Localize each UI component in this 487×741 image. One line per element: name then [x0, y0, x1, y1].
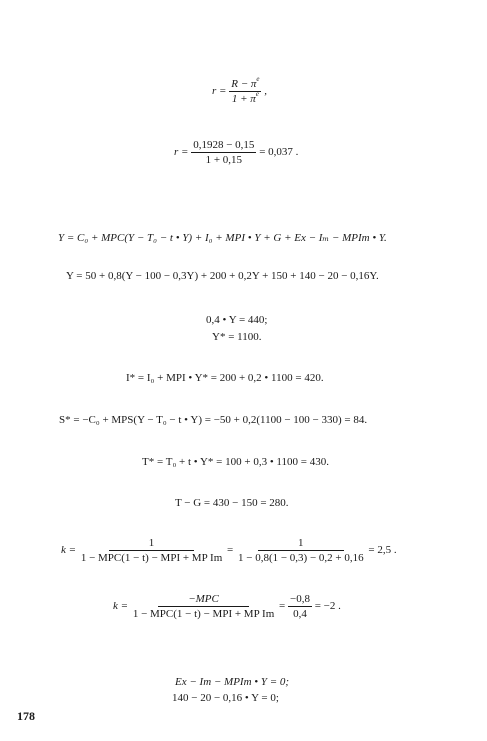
equation-savings: S* = −C₀ + MPS(Y − T₀ − t • Y) = −50 + 0,2(1100 − 100 − 330) = 84.: [59, 414, 368, 426]
eq1-fraction: [229, 75, 261, 105]
eq11-lhs: k =: [113, 600, 129, 613]
equation-real-rate-value: [174, 139, 298, 166]
eq10-denominator-1: 1 − MPC(1 − t) − MPI + MP Im: [80, 552, 223, 564]
equation-trade-balance-1: Ex − Im − MPIm • Y = 0;: [175, 676, 290, 688]
eq10-denominator-2: 1 − 0,8(1 − 0,3) − 0,2 + 0,16: [237, 552, 364, 564]
equation-real-rate-formula: [212, 75, 267, 105]
eq11-rhs: = −2 .: [314, 600, 341, 613]
eq2-denominator: 1 + 0,15: [205, 154, 243, 166]
eq10-lhs: k =: [61, 544, 77, 557]
eq1-tail: ,: [264, 85, 267, 98]
equation-tax-multiplier: [113, 593, 341, 620]
eq11-numerator-2: −0,8: [289, 593, 310, 605]
eq1-lhs: r =: [212, 85, 227, 98]
eq1-numerator: R − π: [231, 78, 257, 90]
eq11-denominator-2: 0,4: [293, 608, 307, 620]
eq2-rhs: = 0,037 .: [259, 146, 299, 159]
eq10-rhs: = 2,5 .: [368, 544, 397, 557]
eq10-numerator-2: 1: [258, 537, 344, 551]
equation-budget-balance: T − G = 430 − 150 = 280.: [175, 497, 289, 509]
equation-income-numeric: Y = 50 + 0,8(Y − 100 − 0,3Y) + 200 + 0,2Y + 150 + 140 − 20 − 0,16Y.: [66, 270, 379, 282]
eq1-num-sup: e: [256, 75, 260, 83]
equation-income-identity: Y = C₀ + MPC(Y − T₀ − t • Y) + I₀ + MPI • Y + G + Ex − Iₘ − MPIm • Y.: [58, 232, 387, 244]
eq1-den-sup: e: [255, 90, 259, 98]
eq11-fraction-2: [288, 593, 312, 620]
equation-solve-line1: 0,4 • Y = 440;: [206, 314, 268, 326]
eq11-denominator-1: 1 − MPC(1 − t) − MPI + MP Im: [132, 608, 275, 620]
eq11-fraction-1: [131, 593, 276, 620]
eq10-fraction-1: [79, 537, 224, 564]
eq10-fraction-2: [236, 537, 366, 564]
eq11-numerator-1: −MPC: [158, 593, 249, 607]
eq10-equals: =: [227, 544, 234, 557]
eq10-numerator-1: 1: [109, 537, 195, 551]
eq11-equals: =: [279, 600, 286, 613]
eq2-numerator: 0,1928 − 0,15: [193, 139, 255, 151]
eq2-fraction: [191, 139, 256, 166]
eq2-lhs: r =: [174, 146, 189, 159]
equation-trade-balance-2: 140 − 20 − 0,16 • Y = 0;: [172, 692, 279, 704]
equation-investment: I* = I₀ + MPI • Y* = 200 + 0,2 • 1100 = 420.: [126, 372, 324, 384]
equation-multiplier: [61, 537, 397, 564]
equation-taxes: T* = T₀ + t • Y* = 100 + 0,3 • 1100 = 430.: [142, 456, 329, 468]
equation-solve-line2: Y* = 1100.: [212, 331, 262, 343]
eq1-denominator: 1 + π: [231, 93, 256, 105]
page-number: 178: [17, 709, 35, 723]
